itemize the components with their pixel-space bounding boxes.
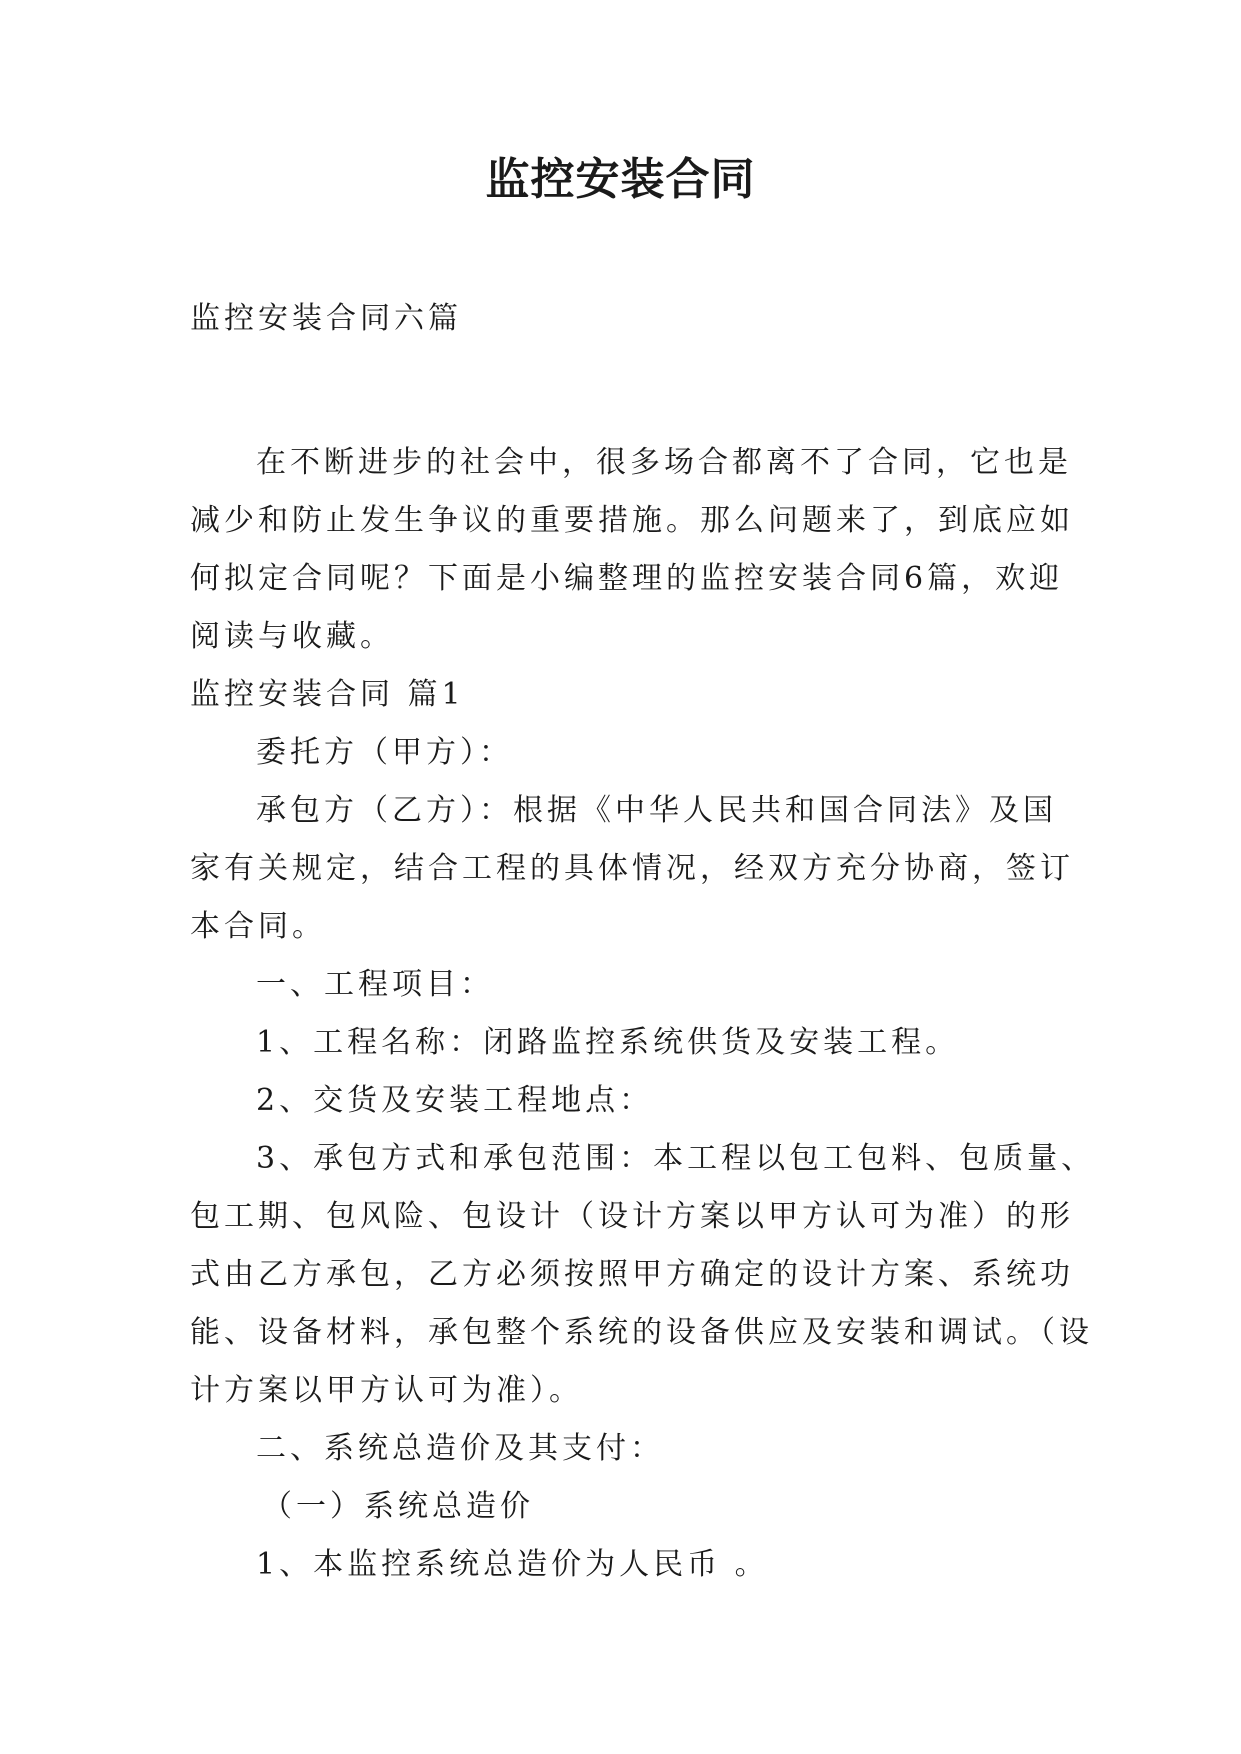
item-1-1: 1、工程名称：闭路监控系统供货及安装工程。 [256,1025,960,1060]
item-2-heading: 二、系统总造价及其支付： [256,1431,664,1466]
party-b-line: 家有关规定，结合工程的具体情况，经双方充分协商，签订 [190,851,1074,886]
party-b-line: 本合同。 [190,909,326,944]
item-1-3-line: 包工期、包风险、包设计（设计方案以甲方认可为准）的形 [190,1199,1074,1234]
spacer [190,348,1070,434]
document-title: 监控安装合同 [485,154,756,205]
item-2-1: 1、本监控系统总造价为人民币 。 [256,1547,769,1582]
item-1-3-line: 式由乙方承包，乙方必须按照甲方确定的设计方案、系统功 [190,1257,1074,1292]
party-b-line: 承包方（乙方）：根据《中华人民共和国合同法》及国 [256,793,1057,828]
intro-line: 阅读与收藏。 [190,619,394,654]
intro-line: 在不断进步的社会中，很多场合都离不了合同，它也是 [256,445,1072,480]
document-subtitle: 监控安装合同六篇 [190,301,462,336]
item-1-3-line: 3、承包方式和承包范围：本工程以包工包料、包质量、 [256,1141,1096,1176]
item-1-2: 2、交货及安装工程地点： [256,1083,654,1118]
section-heading: 监控安装合同 篇1 [190,677,465,712]
intro-line: 减少和防止发生争议的重要措施。那么问题来了，到底应如 [190,503,1074,538]
item-1-3-line: 能、设备材料，承包整个系统的设备供应及安装和调试。（设 [190,1315,1093,1350]
party-a-line: 委托方（甲方）： [256,735,513,770]
intro-line: 何拟定合同呢？下面是小编整理的监控安装合同6篇，欢迎 [190,561,1064,596]
item-1-heading: 一、工程项目： [256,967,494,1002]
item-2-subheading: （一）系统总造价 [262,1489,534,1524]
document-body [190,290,1096,1594]
item-1-3-line: 计方案以甲方认可为准）。 [190,1373,583,1408]
